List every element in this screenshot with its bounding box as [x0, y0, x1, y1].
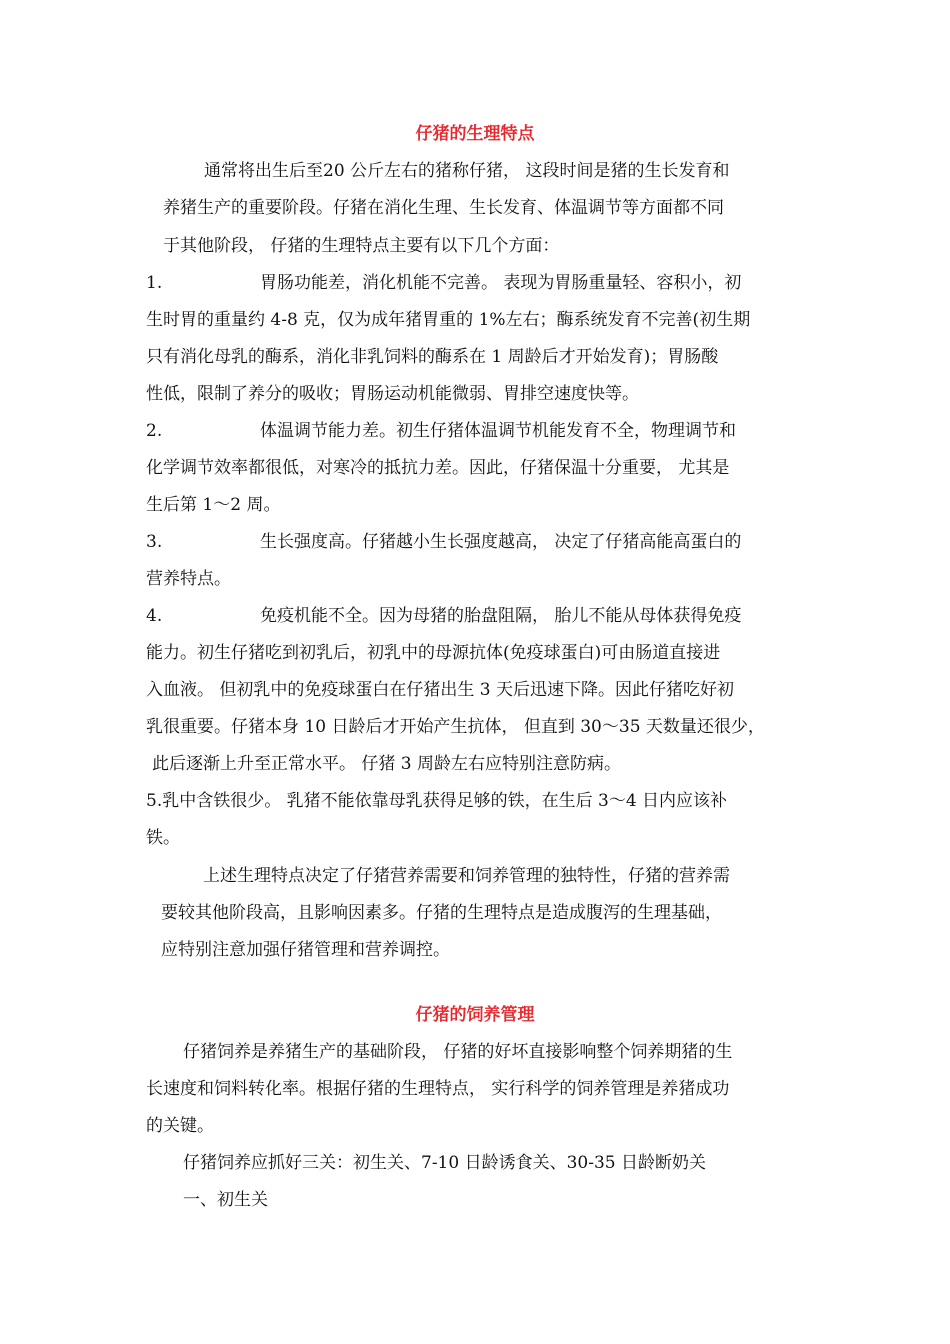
item-3-line-2: 营养特点。 — [146, 569, 231, 589]
item-3-line-1: 生长强度高。仔猪越小生长强度越高， 决定了仔猪高能高蛋白的 — [260, 532, 742, 552]
item-number-4: 4. — [146, 606, 163, 626]
para1-line-3: 的关键。 — [146, 1116, 214, 1136]
item-number-1: 1. — [146, 273, 163, 293]
summary-line-3: 应特别注意加强仔猪管理和营养调控。 — [161, 940, 450, 960]
intro-line-3: 于其他阶段， 仔猪的生理特点主要有以下几个方面： — [163, 236, 560, 256]
intro-line-2: 养猪生产的重要阶段。仔猪在消化生理、生长发育、体温调节等方面都不同 — [163, 198, 724, 218]
summary-line-1: 上述生理特点决定了仔猪营养需要和饲养管理的独特性，仔猪的营养需 — [203, 866, 730, 886]
summary-line-2: 要较其他阶段高，且影响因素多。仔猪的生理特点是造成腹泻的生理基础， — [161, 903, 722, 923]
item-5-line-1: 5.乳中含铁很少。 乳猪不能依靠母乳获得足够的铁，在生后 3～4 日内应该补 — [146, 791, 728, 811]
item-5-line-2: 铁。 — [146, 828, 180, 848]
item-2-line-3: 生后第 1～2 周。 — [146, 495, 281, 515]
item-1-line-3: 只有消化母乳的酶系，消化非乳饲料的酶系在 1 周龄后才开始发育)；胃肠酸 — [146, 347, 719, 367]
item-4-line-3: 入血液。 但初乳中的免疫球蛋白在仔猪出生 3 天后迅速下降。因此仔猪吃好初 — [146, 680, 735, 700]
para1-line-1: 仔猪饲养是养猪生产的基础阶段， 仔猪的好坏直接影响整个饲养期猪的生 — [183, 1042, 733, 1062]
item-1-line-4: 性低，限制了养分的吸收；胃肠运动机能微弱、胃排空速度快等。 — [146, 384, 639, 404]
section-title-management: 仔猪的饲养管理 — [415, 1005, 535, 1025]
item-1-line-2: 生时胃的重量约 4-8 克，仅为成年猪胃重的 1%左右；酶系统发育不完善(初生期 — [146, 310, 751, 330]
item-2-line-1: 体温调节能力差。初生仔猪体温调节机能发育不全，物理调节和 — [260, 421, 736, 441]
heading-first-stage: 一、初生关 — [183, 1190, 268, 1210]
item-2-line-2: 化学调节效率都很低，对寒冷的抵抗力差。因此，仔猪保温十分重要， 尤其是 — [146, 458, 730, 478]
item-4-line-2: 能力。初生仔猪吃到初乳后，初乳中的母源抗体(免疫球蛋白)可由肠道直接进 — [146, 643, 721, 663]
item-number-3: 3. — [146, 532, 163, 552]
section-title-physiology: 仔猪的生理特点 — [415, 124, 535, 144]
item-4-line-4: 乳很重要。仔猪本身 10 日龄后才开始产生抗体， 但直到 30～35 天数量还很少， — [146, 717, 765, 737]
item-4-line-1: 免疫机能不全。因为母猪的胎盘阻隔， 胎儿不能从母体获得免疫 — [260, 606, 742, 626]
item-number-2: 2. — [146, 421, 163, 441]
item-4-line-5: 此后逐渐上升至正常水平。 仔猪 3 周龄左右应特别注意防病。 — [152, 754, 622, 774]
intro-line-1: 通常将出生后至20 公斤左右的猪称仔猪， 这段时间是猪的生长发育和 — [204, 161, 730, 181]
item-1-line-1: 胃肠功能差，消化机能不完善。 表现为胃肠重量轻、容积小，初 — [260, 273, 742, 293]
para1-line-2: 长速度和饲料转化率。根据仔猪的生理特点， 实行科学的饲养管理是养猪成功 — [146, 1079, 730, 1099]
para2-line: 仔猪饲养应抓好三关：初生关、7-10 日龄诱食关、30-35 日龄断奶关 — [183, 1153, 707, 1173]
